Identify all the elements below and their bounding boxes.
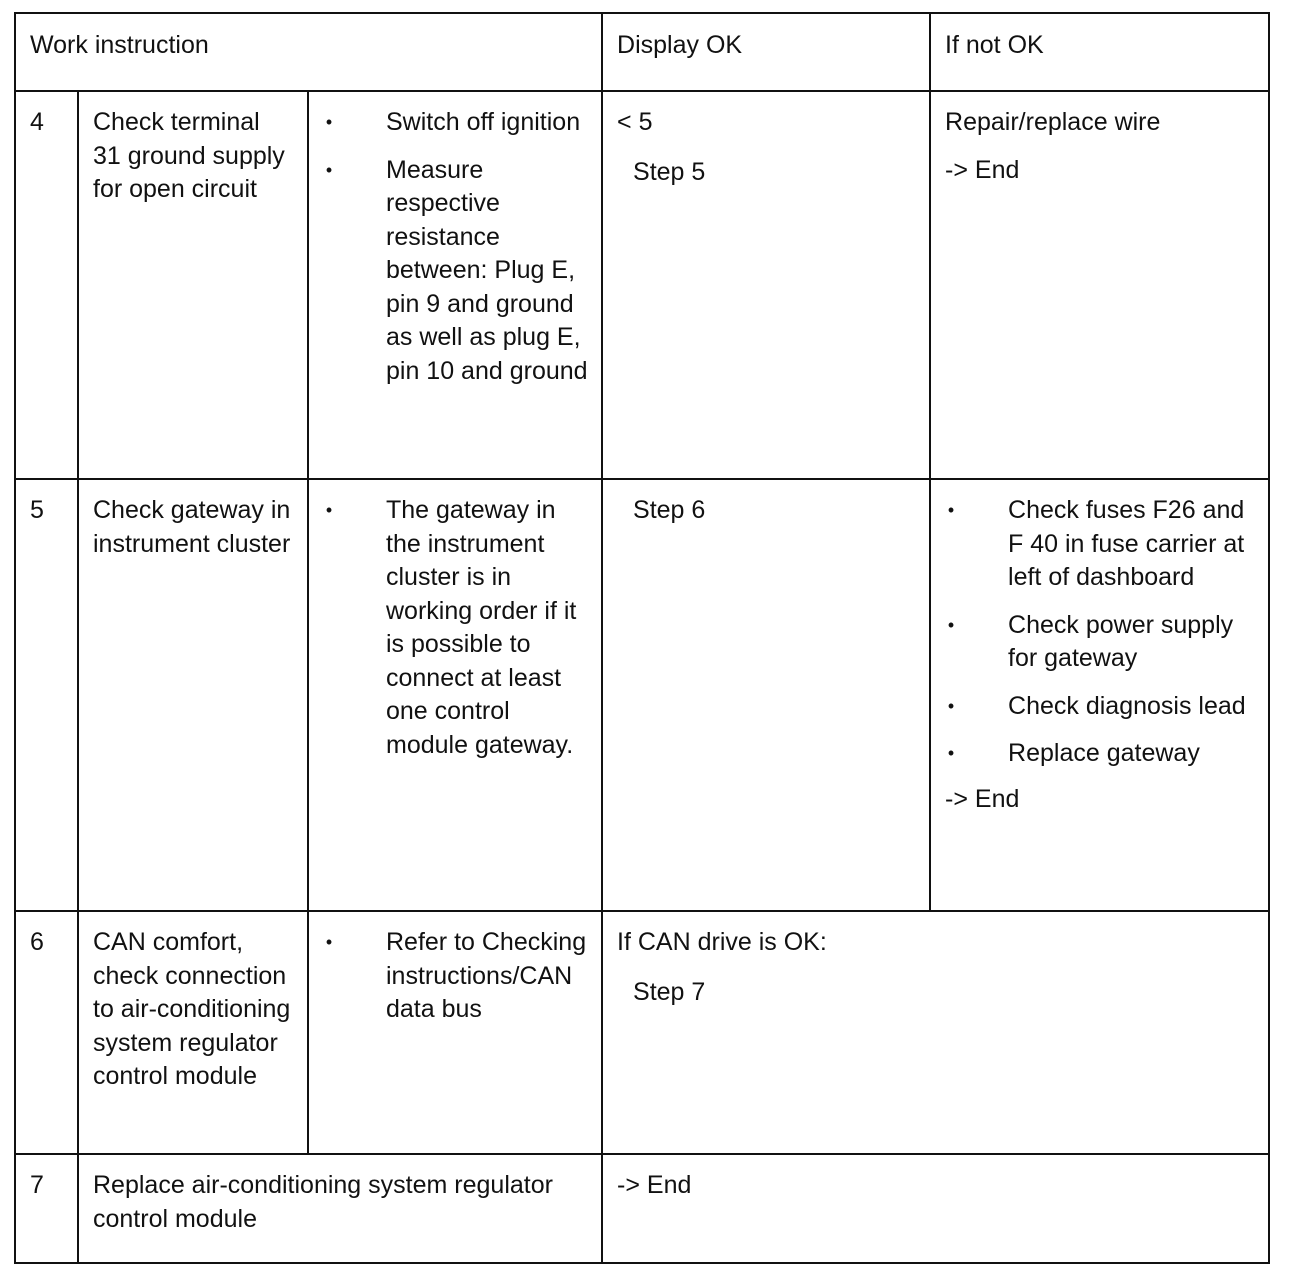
step-number-cell — [15, 1154, 78, 1263]
display-ok-cell — [602, 1154, 1269, 1263]
list-item: • The gateway in the instrument cluster is in working order if it is possible to connect at least one control module gateway. — [323, 494, 595, 762]
step-number: 7 — [30, 1171, 44, 1199]
step-number-cell — [15, 911, 78, 1154]
bullet-icon: • — [947, 500, 955, 520]
instruction-list — [309, 480, 601, 762]
display-ok-cell — [602, 91, 930, 479]
bullet-icon: • — [325, 159, 333, 180]
task-text: Replace air-conditioning system regulator control module — [93, 1171, 553, 1233]
list-item: • Check power supply for gateway — [945, 609, 1262, 676]
bullet-icon: • — [325, 500, 333, 520]
next-step: Step 5 — [633, 157, 706, 186]
if-not-ok-cell — [930, 479, 1269, 911]
table-row — [15, 1154, 1269, 1263]
display-value: < 5 — [617, 108, 653, 136]
bullet-icon: • — [325, 932, 333, 952]
list-item: • Check fuses F26 and F 40 in fuse carrier at left of dashboard — [945, 494, 1262, 595]
bullet-icon: • — [947, 614, 955, 635]
corrective-action: Repair/replace wire — [945, 108, 1161, 136]
instruction-list — [309, 92, 601, 388]
table-row — [15, 479, 1269, 911]
list-item: • Refer to Checking instructions/CAN data bus — [323, 926, 595, 1027]
next-step: Step 7 — [633, 977, 706, 1006]
bullet-icon: • — [947, 695, 955, 716]
work-instruction-table — [14, 12, 1270, 1264]
list-item: • Switch off ignition — [323, 106, 595, 140]
task-cell — [78, 1154, 602, 1263]
step-number: 5 — [30, 496, 44, 524]
header-work-instruction: Work instruction — [15, 13, 602, 91]
table-row — [15, 911, 1269, 1154]
next-step: Step 6 — [633, 496, 706, 524]
step-number: 4 — [30, 108, 44, 136]
display-ok-cell — [602, 479, 930, 911]
instructions-cell — [308, 911, 602, 1154]
end-marker: -> End — [945, 784, 1020, 813]
task-cell — [78, 911, 308, 1154]
if-not-ok-cell — [930, 91, 1269, 479]
condition-text: If CAN drive is OK: — [617, 928, 827, 956]
task-cell — [78, 479, 308, 911]
header-display-ok: Display OK — [602, 13, 930, 91]
task-text: CAN comfort, check connection to air-conditioning system regulator control module — [93, 928, 291, 1090]
step-number-cell — [15, 91, 78, 479]
task-text: Check terminal 31 ground supply for open circuit — [93, 108, 285, 203]
display-ok-cell — [602, 911, 1269, 1154]
list-item: • Check diagnosis lead — [945, 690, 1262, 724]
list-item: • Measure respective resistance between: Plug E, pin 9 and ground as well as plug E, pin 10 and ground — [323, 154, 595, 389]
bullet-icon: • — [947, 743, 955, 763]
instruction-list — [309, 912, 601, 1027]
table-row — [15, 91, 1269, 479]
end-marker: -> End — [617, 1171, 692, 1199]
list-item: • Replace gateway — [945, 737, 1262, 771]
instructions-cell — [308, 479, 602, 911]
task-text: Check gateway in instrument cluster — [93, 496, 291, 558]
instructions-cell — [308, 91, 602, 479]
bullet-icon: • — [325, 112, 333, 132]
step-number-cell — [15, 479, 78, 911]
end-marker: -> End — [945, 155, 1020, 184]
task-cell — [78, 91, 308, 479]
step-number: 6 — [30, 928, 44, 956]
corrective-action-list — [931, 480, 1268, 771]
header-if-not-ok: If not OK — [930, 13, 1269, 91]
table-header-row — [15, 13, 1269, 91]
